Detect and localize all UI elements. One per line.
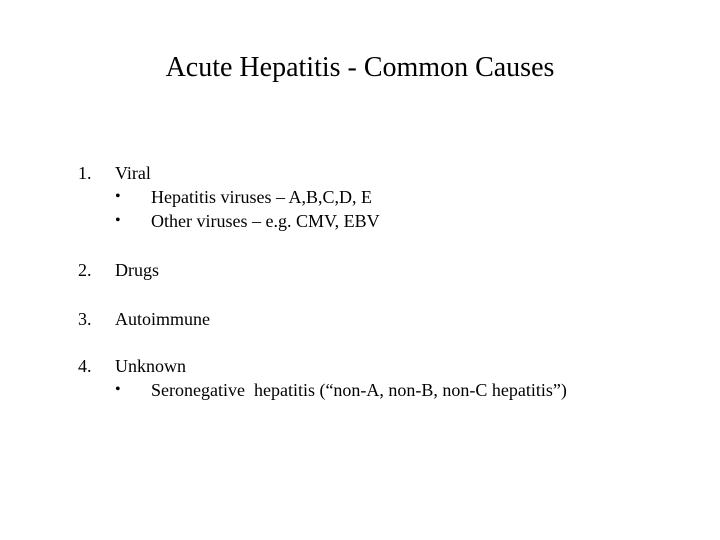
bullet-icon: • [115,381,121,398]
sub-list-text: Other viruses – e.g. CMV, EBV [151,211,380,231]
list-number: 1. [78,163,92,183]
sub-list-text: Seronegative hepatitis (“non-A, non-B, non-C hepatitis”) [151,380,567,400]
list-number: 2. [78,260,92,280]
bullet-icon: • [115,188,121,205]
list-label: Viral [115,163,151,183]
list-label: Drugs [115,260,159,280]
list-label: Autoimmune [115,309,210,329]
list-number: 4. [78,356,92,376]
list-label: Unknown [115,356,186,376]
slide-title: Acute Hepatitis - Common Causes [165,52,555,83]
bullet-icon: • [115,212,121,229]
sub-list-text: Hepatitis viruses – A,B,C,D, E [151,187,372,207]
list-number: 3. [78,309,92,329]
